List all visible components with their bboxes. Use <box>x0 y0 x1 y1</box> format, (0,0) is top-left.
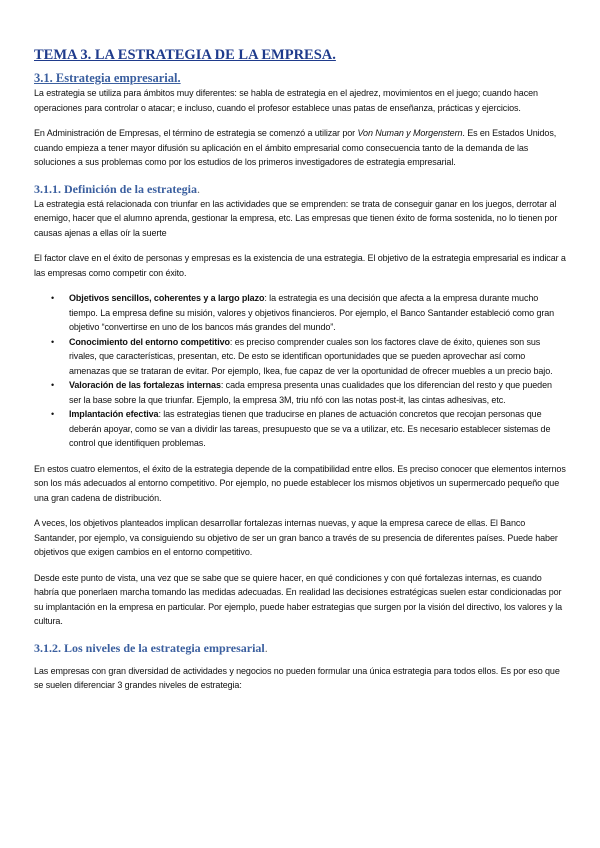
authors-reference: Von Numan y Morgenstern <box>357 128 463 138</box>
list-item-term: Valoración de las fortalezas internas <box>69 380 221 390</box>
paragraph-3-1-b-end: . Es en Estados Unidos, cuando empieza a tener mayor difusión su aplicación en el ámbito empresarial como consecuencia tanto de la demanda de las soluciones a sus problemas como por los estudios de los primeros investigadores de estrategia empresarial. <box>34 128 557 167</box>
section-heading-3-1: 3.1. Estrategia empresarial. <box>34 71 181 85</box>
bullet-icon: • <box>51 380 55 390</box>
paragraph-3-1-b <box>34 126 566 170</box>
bullet-icon: • <box>51 293 55 303</box>
section-heading-3-1-1-dot: . <box>196 181 200 196</box>
list-item-term: Objetivos sencillos, coherentes y a largo plazo <box>69 293 265 303</box>
document-title: TEMA 3. LA ESTRATEGIA DE LA EMPRESA. <box>34 47 336 63</box>
list-item <box>51 378 566 407</box>
paragraph-3-1-1-d: A veces, los objetivos planteados implican desarrollar fortalezas internas nuevas, y aque la empresa carece de ellas. El Banco Santander, por ejemplo, va consiguiendo su objetivo de ser un gran banco a través de su presencia de diferentes países. Puede haber objetivos que exigen cambios en el entorno competitivo. <box>34 518 558 557</box>
list-item-term: Conocimiento del entorno competitivo <box>69 336 230 347</box>
paragraph-3-1-1-a: La estrategia está relacionada con triunfar en las actividades que se emprenden: se trata de conseguir ganar en los juegos, derrotar al enemigo, hacer que el alumno aprenda, gestionar la empresa, etc. Las empresas que tienen éxito de forma sostenida, no lo tienen por causas ajenas a ellas oír la suerte <box>34 198 558 238</box>
paragraph-3-1-2-a: Las empresas con gran diversidad de actividades y negocios no pueden formular una única estrategia para todos ellos. Es por eso que se suelen diferenciar 3 grandes niveles de estrategia: <box>34 665 560 690</box>
section-heading-3-1-1 <box>34 181 566 197</box>
list-item-text: : es preciso comprender cuales son los factores clave de éxito, quienes son sus rivales, que características, presentan, etc. De esto se identifican oportunidades que se pueden aprovechar así como amenazas que se trataran de evitar. Por ejemplo, Ikea, fue capaz de ver la oportunidad de ofrecer muebles a un precio bajo. <box>69 336 553 376</box>
list-item-term: Implantación efectiva <box>69 409 159 419</box>
bullet-icon: • <box>51 409 55 419</box>
list-item <box>51 335 566 379</box>
list-item <box>51 291 566 335</box>
section-heading-3-1-2-text: 3.1.2. Los niveles de la estrategia empresarial <box>34 640 265 655</box>
list-item <box>51 407 566 451</box>
paragraph-3-1-a: La estrategia se utiliza para ámbitos muy diferentes: se habla de estrategia en el ajedrez, movimientos en el juego; cuando hacen operaciones para controlar o atacar; e incluso, cuando el profesor establece unas patas de enseñanza, prácticas y ejercicios. <box>34 88 538 113</box>
section-heading-3-1-1-text: 3.1.1. Definición de la estrategia <box>34 181 197 196</box>
section-heading-3-1-2-dot: . <box>264 640 268 655</box>
paragraph-3-1-1-c: En estos cuatro elementos, el éxito de la estrategia depende de la compatibilidad entre ellos. Es preciso conocer que elementos internos son los más adecuados al entorno competitivo. Por ejemplo, no puede establecer los mismos objetivos un supermercado pequeño que una gran cadena de distribución. <box>34 463 566 503</box>
paragraph-3-1-b-start: En Administración de Empresas, el término de estrategia se comenzó a utilizar por <box>34 128 358 138</box>
list-item-text: : cada empresa presenta unas cualidades que los diferencian del resto y que pueden ser la base sobre la que triunfar. Ejemplo, la empresa 3M, triu nfó con las notas post-it, las cintas adhesivas, etc. <box>69 380 552 405</box>
paragraph-3-1-1-e: Desde este punto de vista, una vez que se sabe que se quiere hacer, en qué condiciones y con qué fortalezas internas, es cuando habría que ponerlaen marcha tomando las medidas adecuadas. En realidad las decisiones estratégicas suelen estar condicionadas por su implantación en la empresa en particular. Por ejemplo, puede haber estrategias que surgen por la visión del directivo, los valores y la cultura. <box>34 572 563 626</box>
bullet-icon: • <box>51 336 55 347</box>
list-item-text: : las estrategias tienen que traducirse en planes de actuación concretos que recojan personas que deberán apoyar, como se van a dividir las tareas, presupuesto que se va a utilizar, etc. Es necesario establecer sistemas de control que identifiquen problemas. <box>69 409 551 448</box>
strategy-elements-list <box>34 291 566 451</box>
paragraph-3-1-1-b: El factor clave en el éxito de personas y empresas es la existencia de una estrategia. El objetivo de la estrategia empresarial es indicar a las empresas como competir con éxito. <box>34 253 566 278</box>
section-heading-3-1-2 <box>34 640 566 656</box>
list-item-text: : la estrategia es una decisión que afecta a la empresa durante mucho tiempo. La empresa define su misión, valores y objetivos financieros. Por ejemplo, el Banco Santander estableció como gran objetivo “convertirse en uno de los bancos más grandes del mundo”. <box>69 293 555 332</box>
